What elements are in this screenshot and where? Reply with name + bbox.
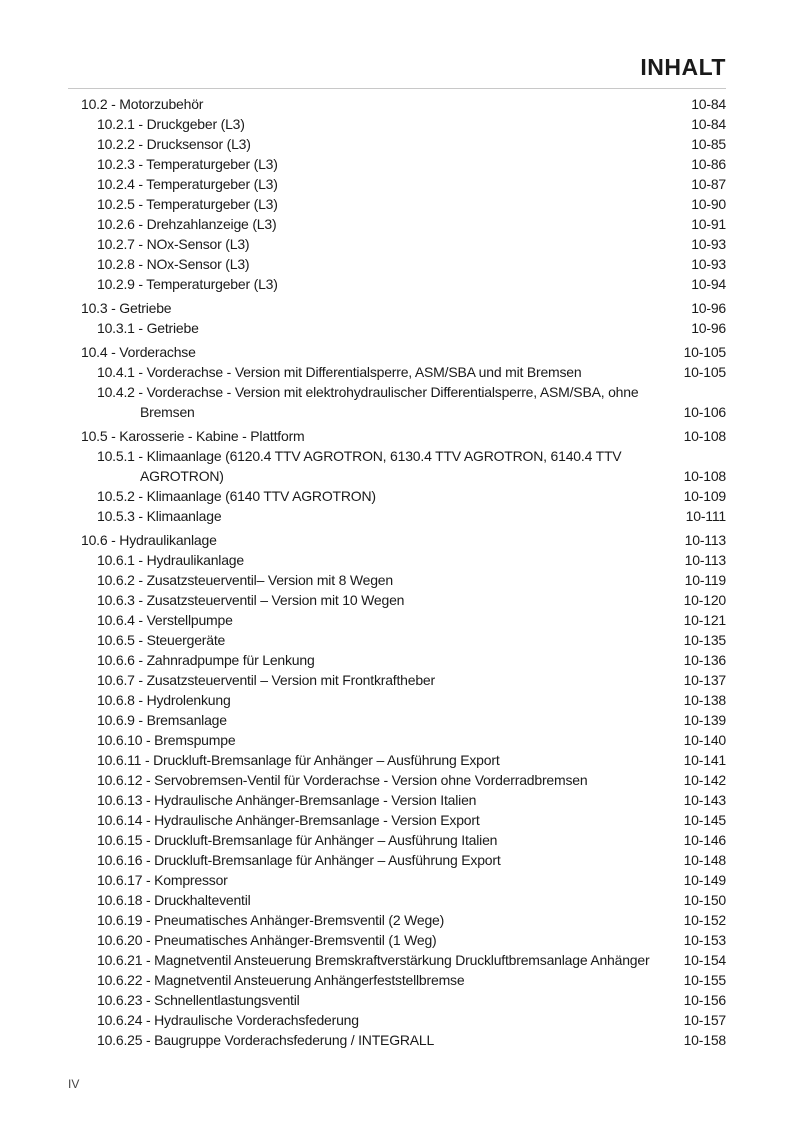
- toc-entry[interactable]: [81, 570, 726, 590]
- toc-entry-title: 10.6.17 - Kompressor: [97, 872, 228, 888]
- toc-entry-title: 10.6.5 - Steuergeräte: [97, 632, 226, 648]
- toc-entry-title: 10.6.10 - Bremspumpe: [97, 732, 236, 748]
- toc-entry-page: 10-109: [683, 488, 726, 504]
- toc-entry-title: 10.2.4 - Temperaturgeber (L3): [97, 176, 278, 192]
- toc-entry-title: 10.4.1 - Vorderachse - Version mit Differentialsperre, ASM/SBA und mit Bremsen: [97, 364, 582, 380]
- toc-entry[interactable]: [81, 990, 726, 1010]
- toc-entry[interactable]: [81, 382, 726, 422]
- toc-entry[interactable]: [81, 274, 726, 294]
- toc-entry-page: 10-86: [691, 156, 726, 172]
- toc-section: [81, 530, 726, 1050]
- toc-entry-page: 10-84: [691, 116, 726, 132]
- toc-entry[interactable]: [81, 870, 726, 890]
- toc-entry[interactable]: [81, 254, 726, 274]
- toc-entry-page: 10-105: [683, 364, 726, 380]
- toc-entry-page: 10-113: [684, 552, 726, 568]
- toc-entry-page: 10-140: [683, 732, 726, 748]
- page-title: INHALT: [640, 54, 726, 80]
- toc-entry-page: 10-87: [691, 176, 726, 192]
- toc-entry-page: 10-108: [683, 428, 726, 444]
- toc-entry-title: 10.2.7 - NOx-Sensor (L3): [97, 236, 250, 252]
- toc-entry-title: [81, 446, 684, 486]
- toc-entry-title: 10.6.22 - Magnetventil Ansteuerung Anhängerfeststellbremse: [97, 972, 465, 988]
- toc-entry[interactable]: [81, 630, 726, 650]
- toc-entry[interactable]: [81, 1010, 726, 1030]
- toc-entry-title: 10.6.9 - Bremsanlage: [97, 712, 227, 728]
- toc-entry-title: 10.6.18 - Druckhalteventil: [97, 892, 251, 908]
- toc-entry[interactable]: [81, 446, 726, 486]
- toc-entry-title: 10.3.1 - Getriebe: [97, 320, 199, 336]
- toc-entry[interactable]: [81, 650, 726, 670]
- toc-entry-page: 10-119: [684, 572, 726, 588]
- toc-entry[interactable]: [81, 850, 726, 870]
- toc-entry-page: 10-155: [683, 972, 726, 988]
- toc-entry-title: 10.6.8 - Hydrolenkung: [97, 692, 231, 708]
- toc-entry-title: 10.2.1 - Druckgeber (L3): [97, 116, 245, 132]
- toc-entry-title-continuation: Bremsen: [140, 404, 195, 420]
- toc-entry[interactable]: [81, 970, 726, 990]
- toc-entry-title: 10.6 - Hydraulikanlage: [81, 532, 217, 548]
- toc-entry-title: 10.6.19 - Pneumatisches Anhänger-Bremsventil (2 Wege): [97, 912, 445, 928]
- toc-entry-page: 10-93: [691, 256, 726, 272]
- toc-entry-page: 10-142: [683, 772, 726, 788]
- toc-entry-page: 10-150: [683, 892, 726, 908]
- toc-entry-page: 10-138: [683, 692, 726, 708]
- toc-entry[interactable]: [81, 610, 726, 630]
- toc-entry-page: 10-153: [683, 932, 726, 948]
- toc-entry-title: 10.2.6 - Drehzahlanzeige (L3): [97, 216, 277, 232]
- toc-entry-title: 10.2 - Motorzubehör: [81, 96, 204, 112]
- toc-entry-page: 10-96: [691, 320, 726, 336]
- toc-entry-page: 10-154: [683, 952, 726, 968]
- toc-entry-page: 10-90: [691, 196, 726, 212]
- toc-entry-page: 10-157: [683, 1012, 726, 1028]
- toc-entry[interactable]: [81, 910, 726, 930]
- toc-entry-page: 10-108: [683, 468, 726, 484]
- toc-entry[interactable]: [81, 770, 726, 790]
- header-divider: [68, 88, 726, 89]
- toc-entry-page: 10-136: [683, 652, 726, 668]
- toc-entry[interactable]: [81, 134, 726, 154]
- toc-entry-title: 10.3 - Getriebe: [81, 300, 172, 316]
- toc-entry-title: 10.2.5 - Temperaturgeber (L3): [97, 196, 278, 212]
- toc-entry[interactable]: [81, 362, 726, 382]
- toc-entry[interactable]: [81, 234, 726, 254]
- toc-entry[interactable]: [81, 550, 726, 570]
- toc-entry-page: 10-143: [683, 792, 726, 808]
- toc-entry-page: 10-156: [683, 992, 726, 1008]
- toc-entry-title: 10.6.13 - Hydraulische Anhänger-Bremsanlage - Version Italien: [97, 792, 477, 808]
- toc-entry-page: 10-93: [691, 236, 726, 252]
- toc-entry[interactable]: [81, 950, 726, 970]
- toc-entry[interactable]: [81, 1030, 726, 1050]
- toc-entry-title: 10.6.11 - Druckluft-Bremsanlage für Anhänger – Ausführung Export: [97, 752, 500, 768]
- toc-entry[interactable]: [81, 318, 726, 338]
- page-number: IV: [68, 1077, 80, 1091]
- toc-section: [81, 342, 726, 422]
- toc-entry[interactable]: [81, 486, 726, 506]
- toc-entry-title: 10.6.6 - Zahnradpumpe für Lenkung: [97, 652, 315, 668]
- toc-entry-page: 10-135: [683, 632, 726, 648]
- toc-entry-title: 10.6.2 - Zusatzsteuerventil– Version mit 8 Wegen: [97, 572, 393, 588]
- toc-entry-title: 10.2.2 - Drucksensor (L3): [97, 136, 251, 152]
- toc-entry[interactable]: [81, 114, 726, 134]
- toc-entry-title: 10.6.25 - Baugruppe Vorderachsfederung / INTEGRALL: [97, 1032, 435, 1048]
- toc-entry-title: 10.6.23 - Schnellentlastungsventil: [97, 992, 300, 1008]
- toc-entry[interactable]: [81, 214, 726, 234]
- toc-entry[interactable]: [81, 750, 726, 770]
- toc-entry-page: 10-106: [683, 404, 726, 420]
- toc-entry[interactable]: [81, 930, 726, 950]
- toc-entry[interactable]: [81, 174, 726, 194]
- toc-entry[interactable]: [81, 730, 726, 750]
- toc-entry[interactable]: [81, 810, 726, 830]
- toc-entry[interactable]: [81, 690, 726, 710]
- toc-entry-title: 10.6.3 - Zusatzsteuerventil – Version mit 10 Wegen: [97, 592, 405, 608]
- toc-entry-title: [81, 382, 684, 422]
- toc-entry-title: 10.6.21 - Magnetventil Ansteuerung Bremskraftverstärkung Druckluftbremsanlage Anhänger: [97, 952, 650, 968]
- toc-entry-page: 10-120: [683, 592, 726, 608]
- toc-entry-title-line: 10.5.1 - Klimaanlage (6120.4 TTV AGROTRON, 6130.4 TTV AGROTRON, 6140.4 TTV: [97, 448, 622, 464]
- toc-entry-title: 10.2.9 - Temperaturgeber (L3): [97, 276, 278, 292]
- toc-entry-title: 10.6.15 - Druckluft-Bremsanlage für Anhänger – Ausführung Italien: [97, 832, 498, 848]
- toc-entry[interactable]: [81, 194, 726, 214]
- toc-chapter-entry[interactable]: [81, 298, 726, 318]
- toc-entry-page: 10-121: [683, 612, 726, 628]
- toc-entry-title: 10.2.3 - Temperaturgeber (L3): [97, 156, 278, 172]
- toc-entry-page: 10-146: [683, 832, 726, 848]
- toc-entry-title: 10.6.12 - Servobremsen-Ventil für Vorderachse - Version ohne Vorderradbremsen: [97, 772, 588, 788]
- toc-entry-title: 10.2.8 - NOx-Sensor (L3): [97, 256, 250, 272]
- toc-entry[interactable]: [81, 506, 726, 526]
- toc-entry[interactable]: [81, 670, 726, 690]
- toc-entry-page: 10-113: [684, 532, 726, 548]
- toc-entry-page: 10-91: [691, 216, 726, 232]
- toc-entry[interactable]: [81, 890, 726, 910]
- toc-entry-title: 10.5.2 - Klimaanlage (6140 TTV AGROTRON): [97, 488, 376, 504]
- toc-chapter-entry[interactable]: [81, 426, 726, 446]
- toc-entry[interactable]: [81, 590, 726, 610]
- toc-entry-title: 10.6.14 - Hydraulische Anhänger-Bremsanlage - Version Export: [97, 812, 480, 828]
- toc-entry-title: 10.6.20 - Pneumatisches Anhänger-Bremsventil (1 Weg): [97, 932, 437, 948]
- toc-entry-page: 10-141: [683, 752, 726, 768]
- table-of-contents: [81, 94, 726, 1054]
- toc-entry-page: 10-111: [685, 508, 726, 524]
- toc-entry-title: 10.6.7 - Zusatzsteuerventil – Version mit Frontkraftheber: [97, 672, 435, 688]
- toc-section: [81, 298, 726, 338]
- toc-entry-page: 10-139: [683, 712, 726, 728]
- toc-entry-page: 10-149: [683, 872, 726, 888]
- toc-entry-title: 10.5.3 - Klimaanlage: [97, 508, 222, 524]
- toc-entry-title: 10.6.24 - Hydraulische Vorderachsfederung: [97, 1012, 359, 1028]
- toc-entry-page: 10-94: [691, 276, 726, 292]
- toc-entry-title-continuation: AGROTRON): [140, 468, 224, 484]
- toc-chapter-entry[interactable]: [81, 530, 726, 550]
- toc-entry[interactable]: [81, 154, 726, 174]
- toc-chapter-entry[interactable]: [81, 94, 726, 114]
- toc-entry-page: 10-96: [691, 300, 726, 316]
- toc-entry-page: 10-137: [683, 672, 726, 688]
- toc-entry-page: 10-152: [683, 912, 726, 928]
- toc-entry-title: 10.6.1 - Hydraulikanlage: [97, 552, 244, 568]
- toc-entry-page: 10-145: [683, 812, 726, 828]
- toc-entry-title: 10.6.4 - Verstellpumpe: [97, 612, 233, 628]
- toc-entry-title: 10.4 - Vorderachse: [81, 344, 196, 360]
- toc-entry-page: 10-85: [691, 136, 726, 152]
- toc-entry-title: 10.5 - Karosserie - Kabine - Plattform: [81, 428, 305, 444]
- toc-entry[interactable]: [81, 790, 726, 810]
- toc-section: [81, 94, 726, 294]
- toc-entry[interactable]: [81, 830, 726, 850]
- toc-entry-title: 10.6.16 - Druckluft-Bremsanlage für Anhänger – Ausführung Export: [97, 852, 501, 868]
- toc-entry-page: 10-105: [683, 344, 726, 360]
- toc-section: [81, 426, 726, 526]
- toc-chapter-entry[interactable]: [81, 342, 726, 362]
- toc-entry-page: 10-148: [683, 852, 726, 868]
- toc-entry[interactable]: [81, 710, 726, 730]
- toc-entry-title-line: 10.4.2 - Vorderachse - Version mit elektrohydraulischer Differentialsperre, ASM/SBA, ohne: [97, 384, 639, 400]
- toc-entry-page: 10-158: [683, 1032, 726, 1048]
- toc-entry-page: 10-84: [691, 96, 726, 112]
